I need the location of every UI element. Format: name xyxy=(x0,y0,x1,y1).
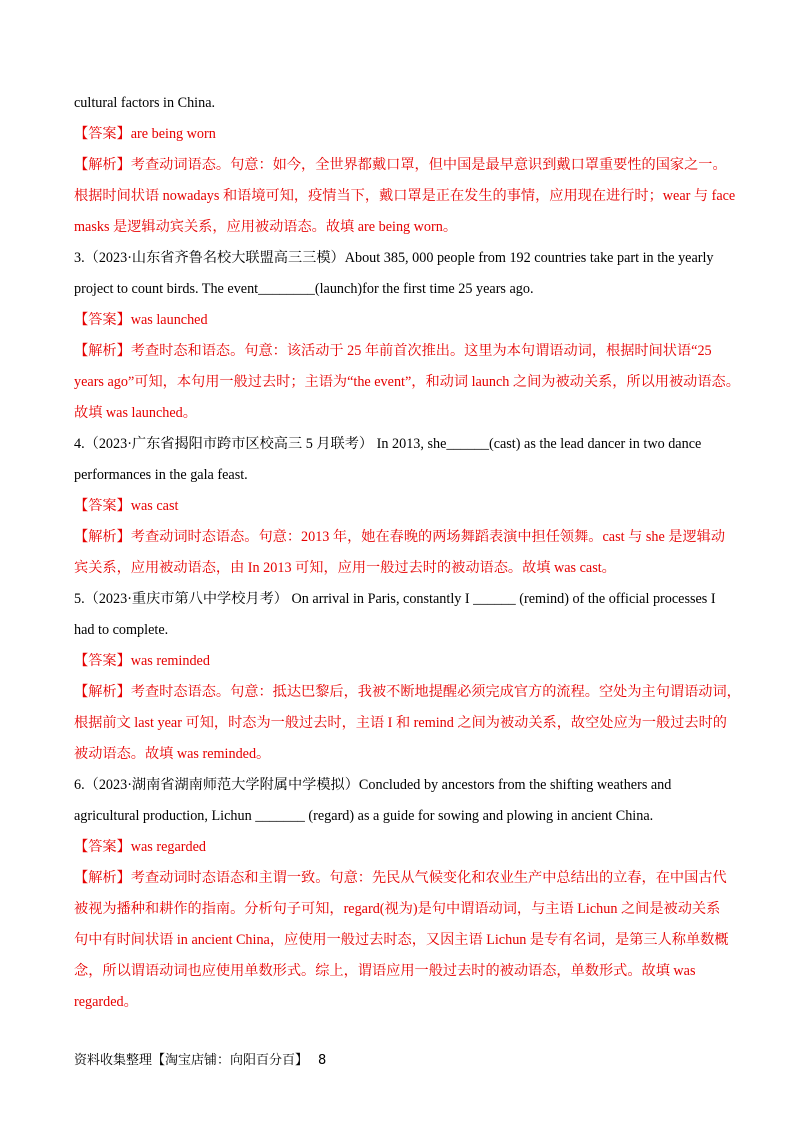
analysis-line: 被动语态。故填 was reminded。 xyxy=(74,746,271,762)
question-line: 5.（2023·重庆市第八中学校月考） On arrival in Paris, constantly I ______ (remind) of the official processes I xyxy=(74,591,716,607)
analysis-line: 念，所以谓语动词也应使用单数形式。综上，谓语应用一般过去时的被动语态，单数形式。故填 was xyxy=(74,963,696,979)
analysis-line: 宾关系，应用被动语态，由 In 2013 可知，应用一般过去时的被动语态。故填 was cast。 xyxy=(74,560,616,576)
analysis-line: 根据前文 last year 可知，时态为一般过去时，主语 I 和 remind 之间为被动关系，故空处应为一般过去时的 xyxy=(74,715,727,731)
question-line: project to count birds. The event________(launch)for the first time 25 years ago. xyxy=(74,281,534,297)
analysis-line: 根据时间状语 nowadays 和语境可知，疫情当下，戴口罩是正在发生的事情，应用现在进行时；wear 与 face xyxy=(74,188,736,204)
analysis-line: 【解析】考查动词时态语态和主谓一致。句意：先民从气候变化和农业生产中总结出的立春，在中国古代 xyxy=(74,870,727,886)
answer-line: 【答案】was launched xyxy=(74,312,208,328)
text-line: cultural factors in China. xyxy=(74,95,216,111)
analysis-line: 句中有时间状语 in ancient China，应使用一般过去时态，又因主语 Lichun 是专有名词，是第三人称单数概 xyxy=(74,932,729,948)
analysis-line: 【解析】考查时态语态。句意：抵达巴黎后，我被不断地提醒必须完成官方的流程。空处为主句谓语动词， xyxy=(74,684,741,700)
question-line: performances in the gala feast. xyxy=(74,467,248,483)
page-footer xyxy=(74,1049,326,1068)
analysis-line: 【解析】考查动词语态。句意：如今，全世界都戴口罩，但中国是最早意识到戴口罩重要性的国家之一。 xyxy=(74,157,727,173)
answer-line: 【答案】was cast xyxy=(74,498,179,514)
analysis-line: 【解析】考查时态和语态。句意：该活动于 25 年前首次推出。这里为本句谓语动词，根据时间状语“25 xyxy=(74,343,712,359)
question-line: 4.（2023·广东省揭阳市跨市区校高三 5 月联考） In 2013, she______(cast) as the lead dancer in two dance xyxy=(74,436,702,452)
analysis-line: 【解析】考查动词时态语态。句意：2013 年，她在春晚的两场舞蹈表演中担任领舞。cast 与 she 是逻辑动 xyxy=(74,529,726,545)
question-line: agricultural production, Lichun _______ (regard) as a guide for sowing and plowing in ancient China. xyxy=(74,808,654,824)
answer-line: 【答案】was reminded xyxy=(74,653,210,669)
analysis-line: 被视为播种和耕作的指南。分析句子可知，regard(视为)是句中谓语动词，与主语 Lichun 之间是被动关系 xyxy=(74,901,721,917)
analysis-line: masks 是逻辑动宾关系，应用被动语态。故填 are being worn。 xyxy=(74,219,458,235)
question-line: 3.（2023·山东省齐鲁名校大联盟高三三模）About 385, 000 people from 192 countries take part in the yearly xyxy=(74,250,714,266)
question-line: had to complete. xyxy=(74,622,169,638)
analysis-line: 故填 was launched。 xyxy=(74,405,197,421)
page-number: 8 xyxy=(318,1053,327,1068)
analysis-line: regarded。 xyxy=(74,994,138,1010)
document-body xyxy=(74,88,741,1018)
question-line: 6.（2023·湖南省湖南师范大学附属中学模拟）Concluded by ancestors from the shifting weathers and xyxy=(74,777,672,793)
answer-line: 【答案】are being worn xyxy=(74,126,216,142)
answer-line: 【答案】was regarded xyxy=(74,839,206,855)
footer-text: 资料收集整理【淘宝店铺：向阳百分百】 xyxy=(74,1053,309,1068)
analysis-line: years ago”可知，本句用一般过去时；主语为“the event”，和动词 launch 之间为被动关系，所以用被动语态。 xyxy=(74,374,740,390)
